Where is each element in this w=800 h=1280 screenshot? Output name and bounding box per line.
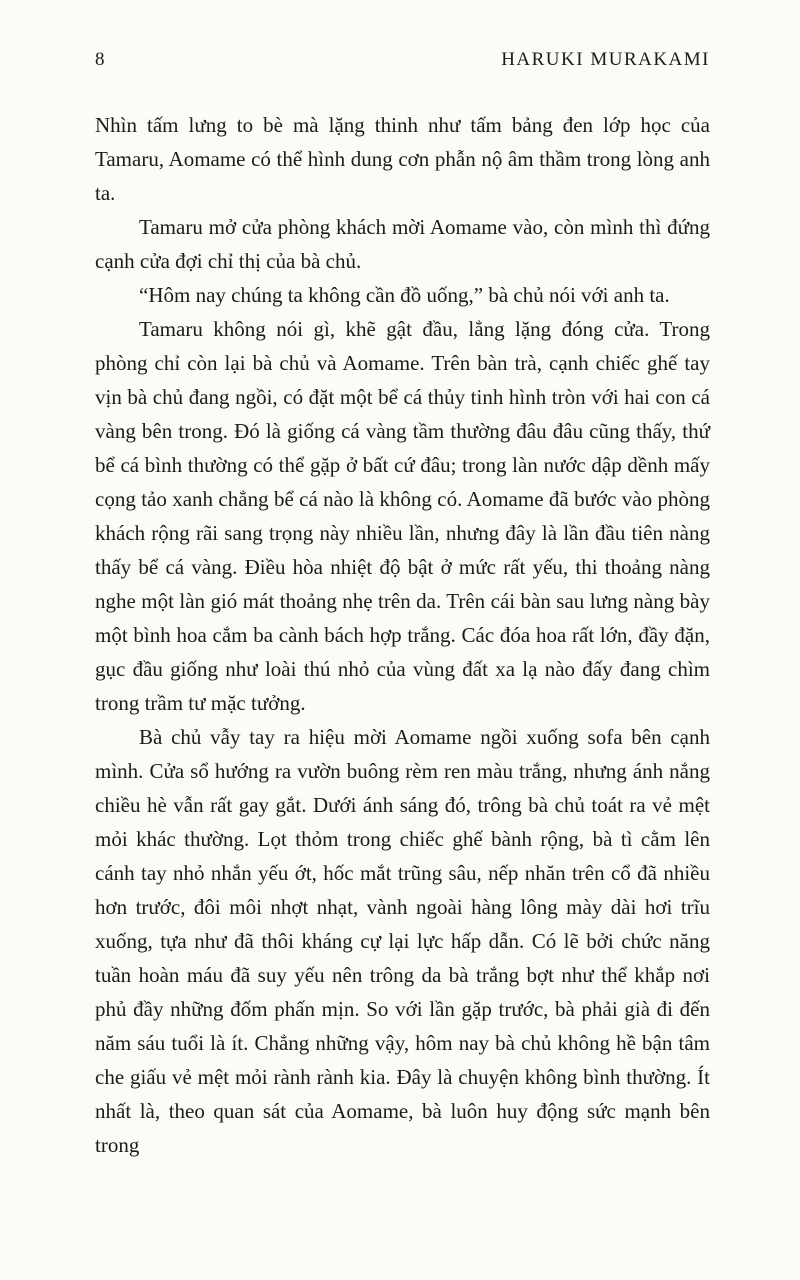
header-author: HARUKI MURAKAMI xyxy=(501,49,710,70)
paragraph: Bà chủ vẫy tay ra hiệu mời Aomame ngồi xuống sofa bên cạnh mình. Cửa sổ hướng ra vườn buông rèm ren màu trắng, nhưng ánh nắng chiều hè vẫn rất gay gắt. Dưới ánh sáng đó, trông bà chủ toát ra vẻ mệt mỏi khác thường. Lọt thỏm trong chiếc ghế bành rộng, bà tì cằm lên cánh tay nhỏ nhắn yếu ớt, hốc mắt trũng sâu, nếp nhăn trên cổ đã nhiều hơn trước, đôi môi nhợt nhạt, vành ngoài hàng lông mày dài hơi trĩu xuống, tựa như đã thôi kháng cự lại lực hấp dẫn. Có lẽ bởi chức năng tuần hoàn máu đã suy yếu nên trông da bà trắng bợt như thể khắp nơi phủ đầy những đốm phấn mịn. So với lần gặp trước, bà phải già đi đến năm sáu tuổi là ít. Chẳng những vậy, hôm nay bà chủ không hề bận tâm che giấu vẻ mệt mỏi rành rành kia. Đây là chuyện không bình thường. Ít nhất là, theo quan sát của Aomame, bà luôn huy động sức mạnh bên trong xyxy=(95,725,710,1157)
paragraph: “Hôm nay chúng ta không cần đồ uống,” bà chủ nói với anh ta. xyxy=(139,283,670,307)
page-number: 8 xyxy=(95,49,105,70)
running-head xyxy=(95,48,710,72)
paragraph: Nhìn tấm lưng to bè mà lặng thinh như tấm bảng đen lớp học của Tamaru, Aomame có thể hình dung cơn phẫn nộ âm thầm trong lòng anh ta. xyxy=(95,113,710,205)
page-body xyxy=(95,108,710,1162)
paragraph: Tamaru không nói gì, khẽ gật đầu, lẳng lặng đóng cửa. Trong phòng chỉ còn lại bà chủ và Aomame. Trên bàn trà, cạnh chiếc ghế tay vịn bà chủ đang ngồi, có đặt một bể cá thủy tinh hình tròn với hai con cá vàng bên trong. Đó là giống cá vàng tầm thường đâu đâu cũng thấy, thứ bể cá bình thường có thể gặp ở bất cứ đâu; trong làn nước dập dềnh mấy cọng tảo xanh chẳng bể cá nào là không có. Aomame đã bước vào phòng khách rộng rãi sang trọng này nhiều lần, nhưng đây là lần đầu tiên nàng thấy bể cá vàng. Điều hòa nhiệt độ bật ở mức rất yếu, thi thoảng nàng nghe một làn gió mát thoảng nhẹ trên da. Trên cái bàn sau lưng nàng bày một bình hoa cắm ba cành bách hợp trắng. Các đóa hoa rất lớn, đầy đặn, gục đầu giống như loài thú nhỏ của vùng đất xa lạ nào đấy đang chìm trong trầm tư mặc tưởng. xyxy=(95,317,710,715)
paragraph: Tamaru mở cửa phòng khách mời Aomame vào, còn mình thì đứng cạnh cửa đợi chỉ thị của bà chủ. xyxy=(95,215,710,273)
